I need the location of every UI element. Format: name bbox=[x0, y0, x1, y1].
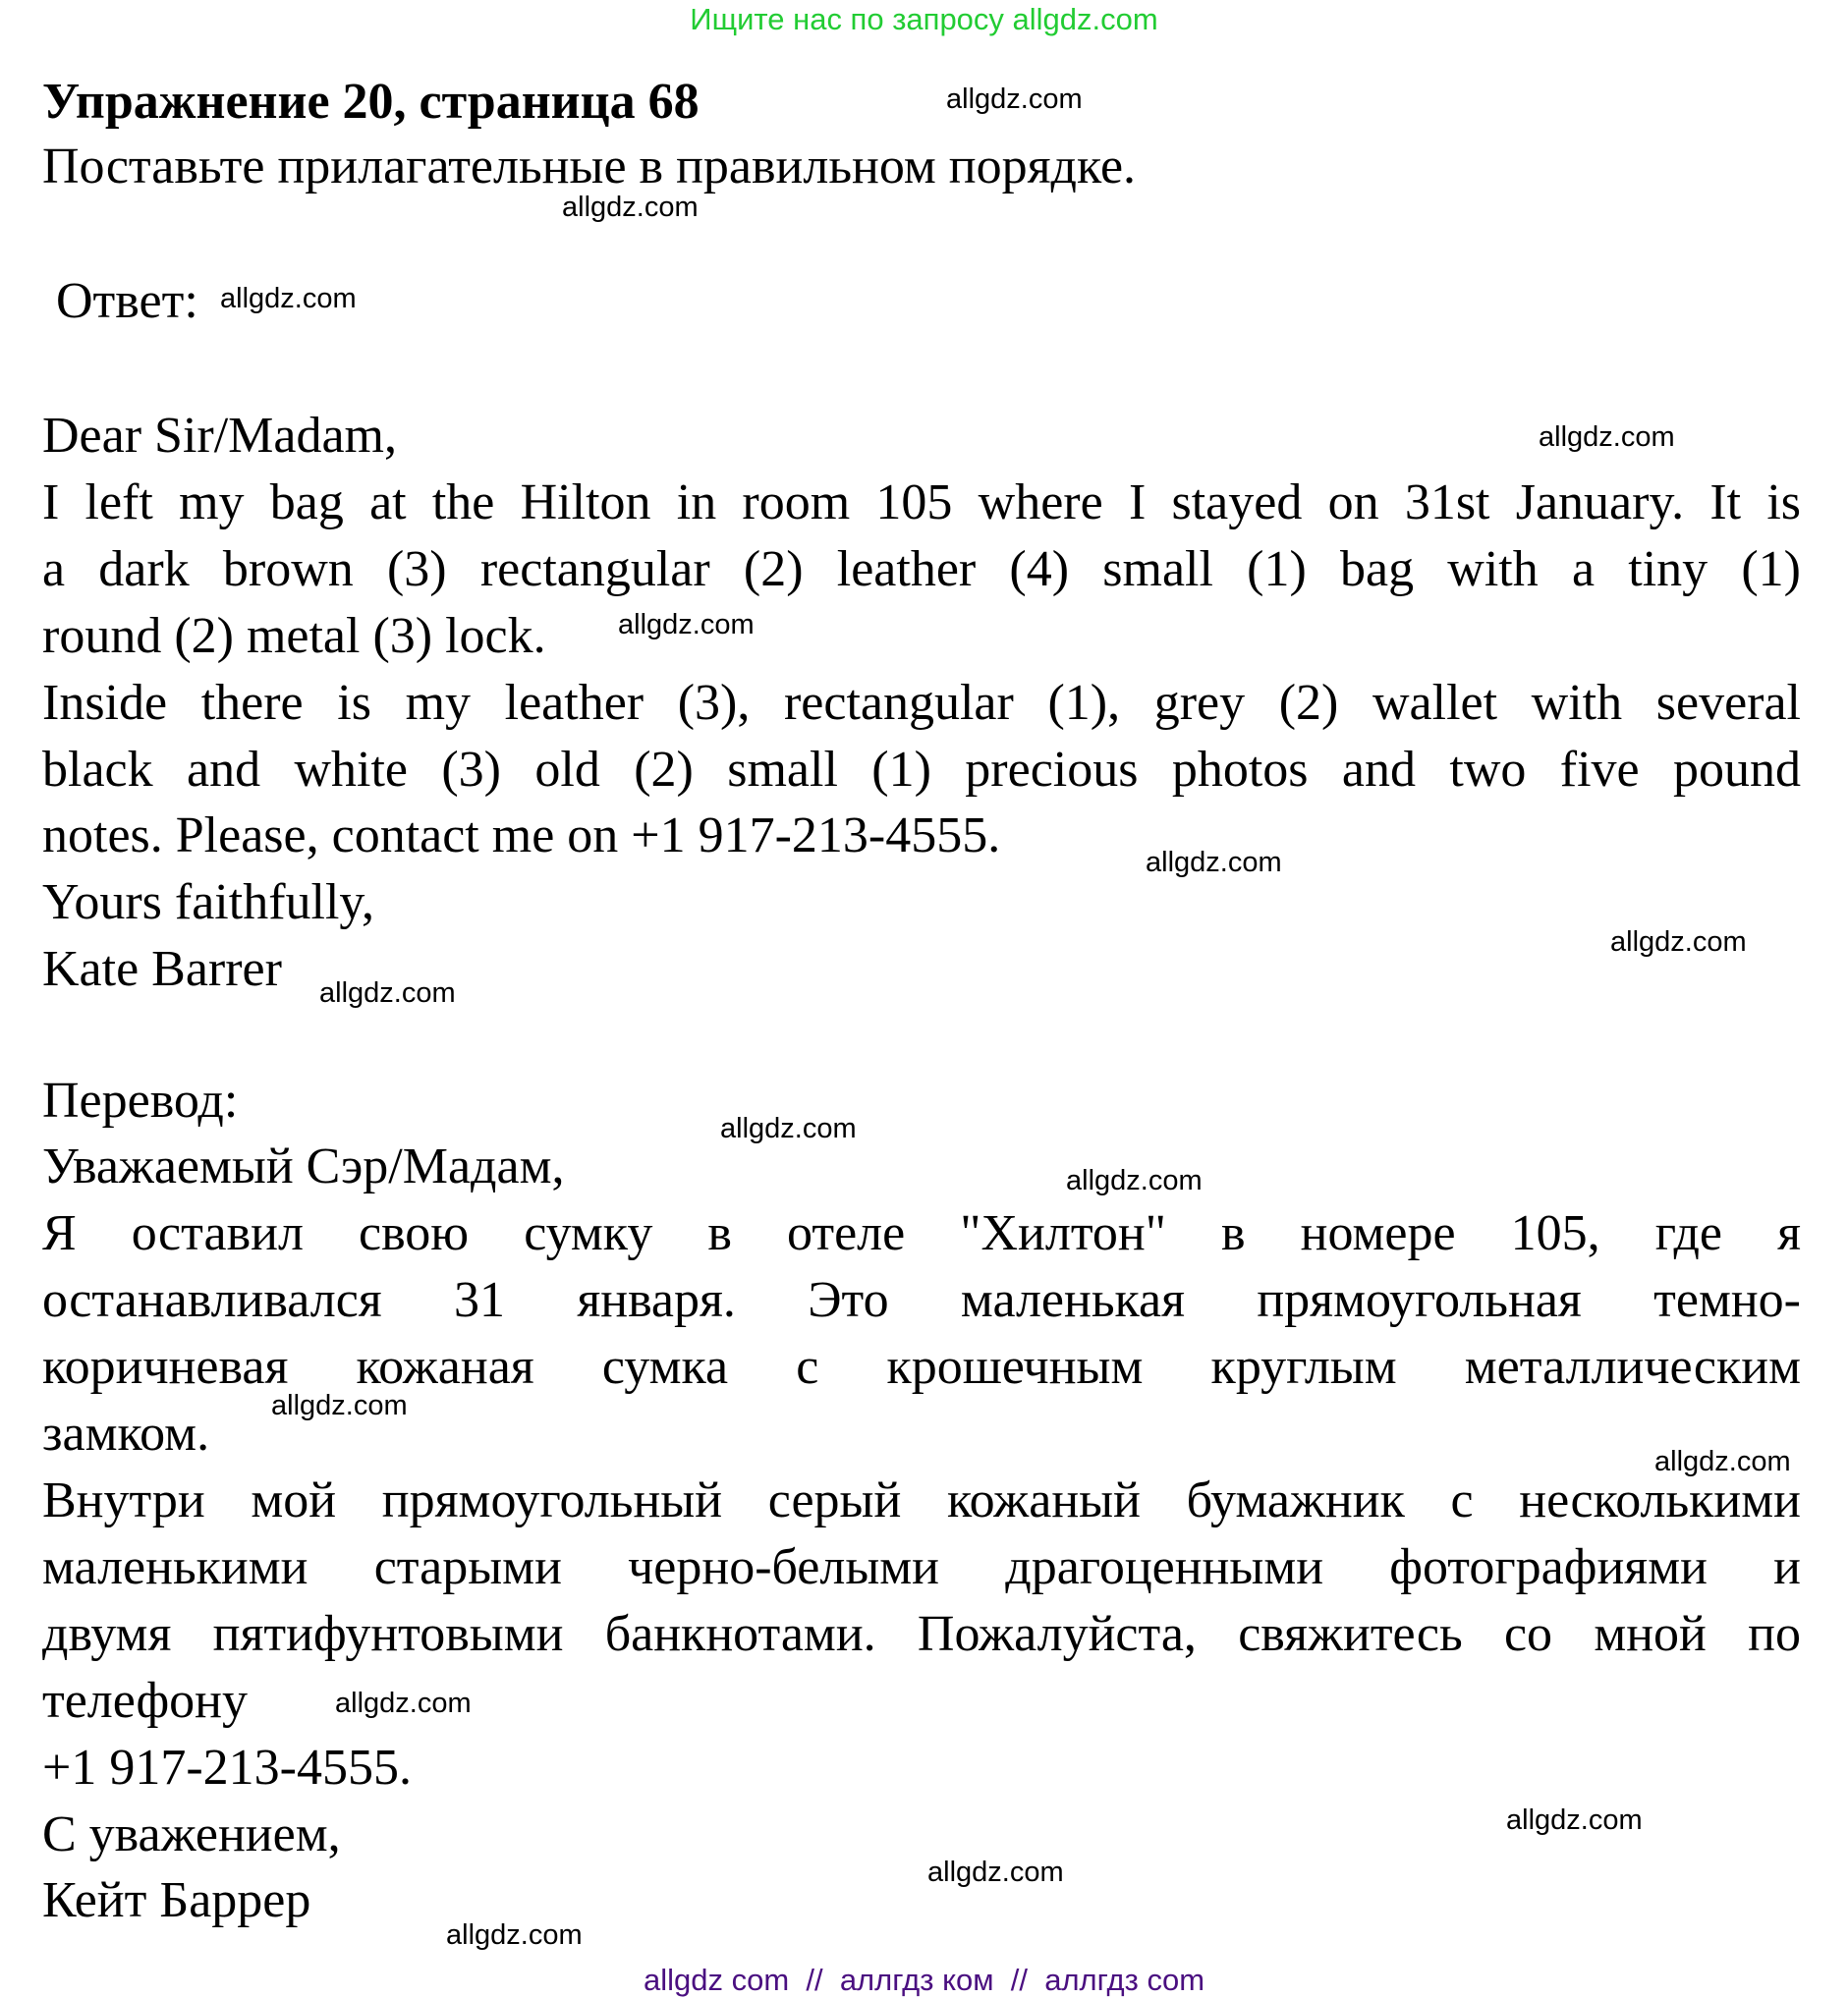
search-banner[interactable]: Ищите нас по запросу allgdz.com bbox=[690, 2, 1158, 36]
letter-ru-greeting: Уважаемый Сэр/Мадам, bbox=[42, 1138, 565, 1194]
letter-ru-line: двумя пятифунтовыми банкнотами. Пожалуйста, свяжитесь со мной по bbox=[42, 1606, 1801, 1662]
watermark: allgdz.com bbox=[446, 1919, 583, 1951]
letter-en-greeting: Dear Sir/Madam, bbox=[42, 408, 398, 464]
watermark: allgdz.com bbox=[335, 1688, 472, 1719]
letter-ru-line: замком. bbox=[42, 1406, 210, 1462]
letter-ru-line: телефону bbox=[42, 1673, 248, 1729]
translation-label: Перевод: bbox=[42, 1073, 239, 1129]
watermark: allgdz.com bbox=[271, 1390, 408, 1421]
watermark: allgdz.com bbox=[1610, 926, 1747, 958]
letter-en-closing: Yours faithfully, bbox=[42, 874, 375, 930]
letter-en-line: notes. Please, contact me on +1 917-213-4555. bbox=[42, 807, 1001, 863]
letter-ru-signature: Кейт Баррер bbox=[42, 1872, 311, 1928]
letter-en-line: I left my bag at the Hilton in room 105 where I stayed on 31st January. It is bbox=[42, 474, 1801, 530]
letter-en-line: round (2) metal (3) lock. bbox=[42, 608, 546, 664]
answer-label: Ответ: bbox=[56, 273, 198, 329]
letter-ru-line: +1 917-213-4555. bbox=[42, 1740, 412, 1796]
letter-en-line: black and white (3) old (2) small (1) precious photos and two five pound bbox=[42, 742, 1801, 798]
letter-en-signature: Kate Barrer bbox=[42, 941, 282, 997]
watermark: allgdz.com bbox=[1146, 847, 1282, 878]
exercise-title: Упражнение 20, страница 68 bbox=[42, 74, 700, 130]
watermark: allgdz.com bbox=[618, 609, 755, 640]
letter-ru-line: Я оставил свою сумку в отеле "Хилтон" в номере 105, где я bbox=[42, 1205, 1801, 1261]
letter-ru-closing: С уважением, bbox=[42, 1806, 341, 1862]
watermark: allgdz.com bbox=[562, 192, 699, 223]
letter-ru-line: коричневая кожаная сумка с крошечным круглым металлическим bbox=[42, 1339, 1801, 1395]
watermark: allgdz.com bbox=[1539, 421, 1675, 453]
watermark: allgdz.com bbox=[319, 977, 456, 1009]
letter-en-line: Inside there is my leather (3), rectangular (1), grey (2) wallet with several bbox=[42, 675, 1801, 731]
footer-links[interactable]: allgdz com // аллгдз ком // аллгдз com bbox=[643, 1963, 1205, 1997]
watermark: allgdz.com bbox=[1654, 1446, 1791, 1477]
watermark: allgdz.com bbox=[927, 1857, 1064, 1888]
letter-en-line: a dark brown (3) rectangular (2) leather (4) small (1) bag with a tiny (1) bbox=[42, 541, 1801, 597]
letter-ru-line: маленькими старыми черно-белыми драгоценными фотографиями и bbox=[42, 1539, 1801, 1595]
watermark: allgdz.com bbox=[720, 1113, 857, 1144]
watermark: allgdz.com bbox=[1506, 1804, 1643, 1836]
watermark: allgdz.com bbox=[946, 83, 1083, 115]
letter-ru-line: Внутри мой прямоугольный серый кожаный бумажник с несколькими bbox=[42, 1472, 1801, 1528]
exercise-instruction: Поставьте прилагательные в правильном порядке. bbox=[42, 139, 1137, 194]
watermark: allgdz.com bbox=[220, 283, 357, 314]
watermark: allgdz.com bbox=[1066, 1165, 1203, 1196]
letter-ru-line: останавливался 31 января. Это маленькая прямоугольная темно- bbox=[42, 1272, 1801, 1328]
